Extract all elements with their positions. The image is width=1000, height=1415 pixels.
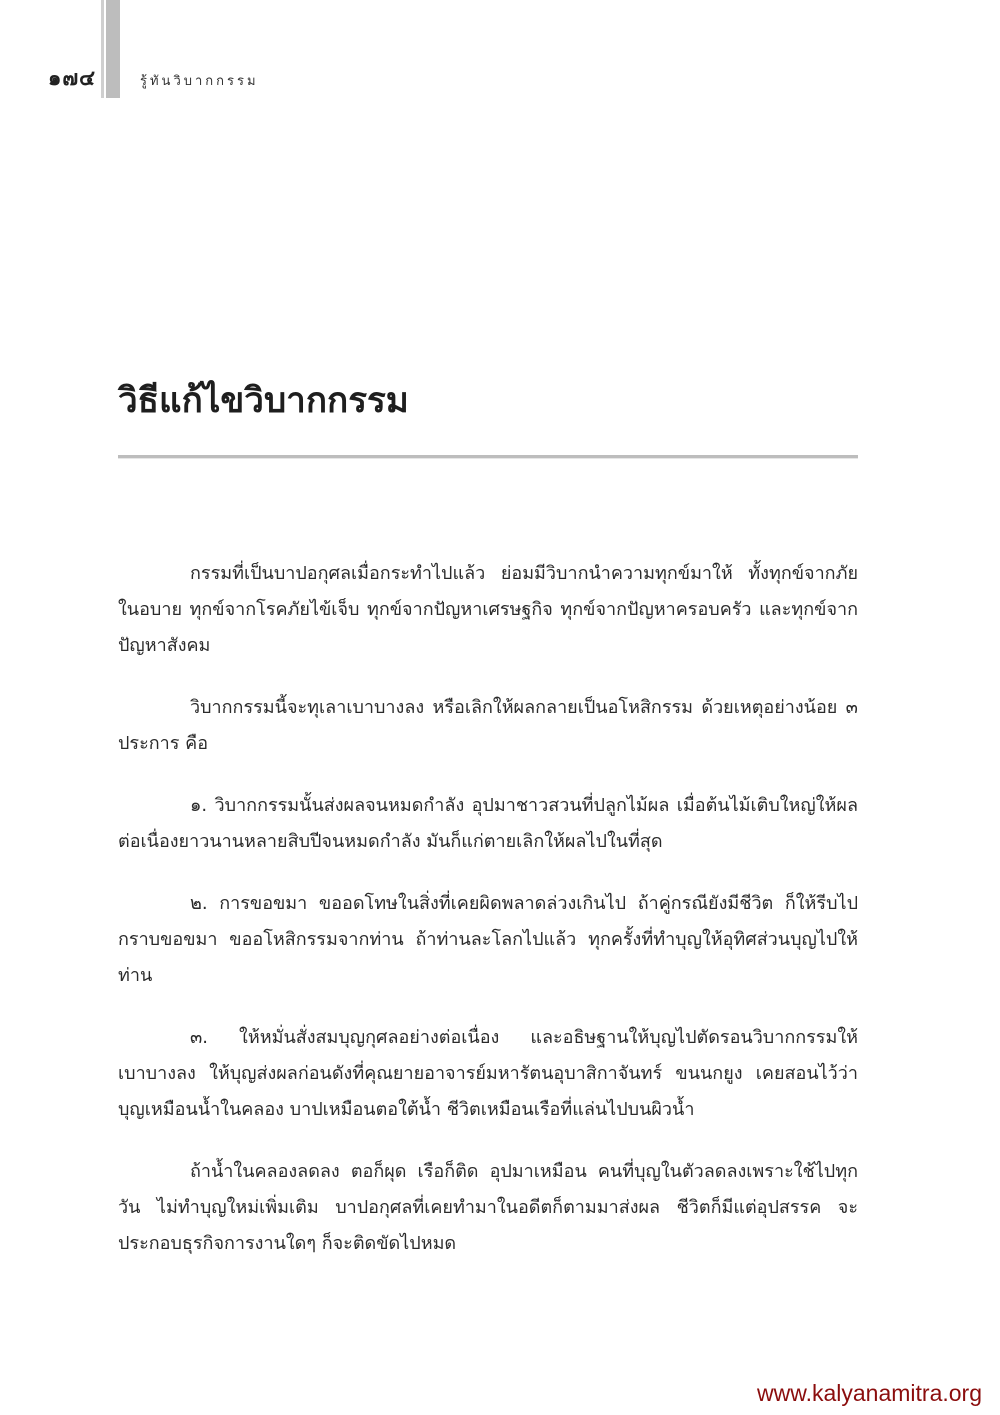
paragraph-intro: กรรมที่เป็นบาปอกุศลเมื่อกระทำไปแล้ว ย่อมมีวิบากนำความทุกข์มาให้ ทั้งทุกข์จากภัยในอบาย ทุกข์จากโรคภัยไข้เจ็บ ทุกข์จากปัญหาเศรษฐกิจ ทุกข์จากปัญหาครอบครัว และทุกข์จากปัญหาสังคม — [118, 563, 858, 656]
paragraph-cause-3: ๓. ให้หมั่นสั่งสมบุญกุศลอย่างต่อเนื่อง และอธิษฐานให้บุญไปตัดรอนวิบากกรรมให้เบาบางลง ให้บุญส่งผลก่อนดังที่คุณยายอาจารย์มหารัตนอุบาสิกาจันทร์ ขนนกยูง เคยสอนไว้ว่า บุญเหมือนน้ำในคลอง บาปเหมือนตอใต้น้ำ ชีวิตเหมือนเรือที่แล่นไปบนผิวน้ำ — [118, 1027, 858, 1120]
paragraph-cause-1: ๑. วิบากกรรมนั้นส่งผลจนหมดกำลัง อุปมาชาวสวนที่ปลูกไม้ผล เมื่อต้นไม้เติบใหญ่ให้ผลต่อเนื่องยาวนานหลายสิบปีจนหมดกำลัง มันก็แก่ตายเลิกให้ผลไปในที่สุด — [118, 795, 858, 852]
paragraph-conclusion: ถ้าน้ำในคลองลดลง ตอก็ผุด เรือก็ติด อุปมาเหมือน คนที่บุญในตัวลดลงเพราะใช้ไปทุกวัน ไม่ทำบุญใหม่เพิ่มเติม บาปอกุศลที่เคยทำมาในอดีตก็ตามมาส่งผล ชีวิตก็มีแต่อุปสรรค จะประกอบธุรกิจการงานใดๆ ก็จะติดขัดไปหมด — [118, 1161, 858, 1254]
body-text — [118, 556, 858, 1262]
website-url: www.kalyanamitra.org — [757, 1380, 982, 1406]
page-number: ๑๗๔ — [47, 65, 96, 90]
running-title: รู้ทันวิบากกรรม — [140, 74, 259, 89]
paragraph-three-causes: วิบากกรรมนี้จะทุเลาเบาบางลง หรือเลิกให้ผลกลายเป็นอโหสิกรรม ด้วยเหตุอย่างน้อย ๓ ประการ คือ — [118, 697, 858, 754]
paragraph-cause-2: ๒. การขอขมา ขออดโทษในสิ่งที่เคยผิดพลาดล่วงเกินไป ถ้าคู่กรณียังมีชีวิต ก็ให้รีบไปกราบขอขมา ขออโหสิกรรมจากท่าน ถ้าท่านละโลกไปแล้ว ทุกครั้งที่ทำบุญให้อุทิศส่วนบุญไปให้ท่าน — [118, 893, 858, 986]
header-decorative-bar — [101, 0, 120, 98]
title-divider — [118, 455, 858, 459]
chapter-title: วิธีแก้ไขวิบากกรรม — [118, 381, 409, 421]
